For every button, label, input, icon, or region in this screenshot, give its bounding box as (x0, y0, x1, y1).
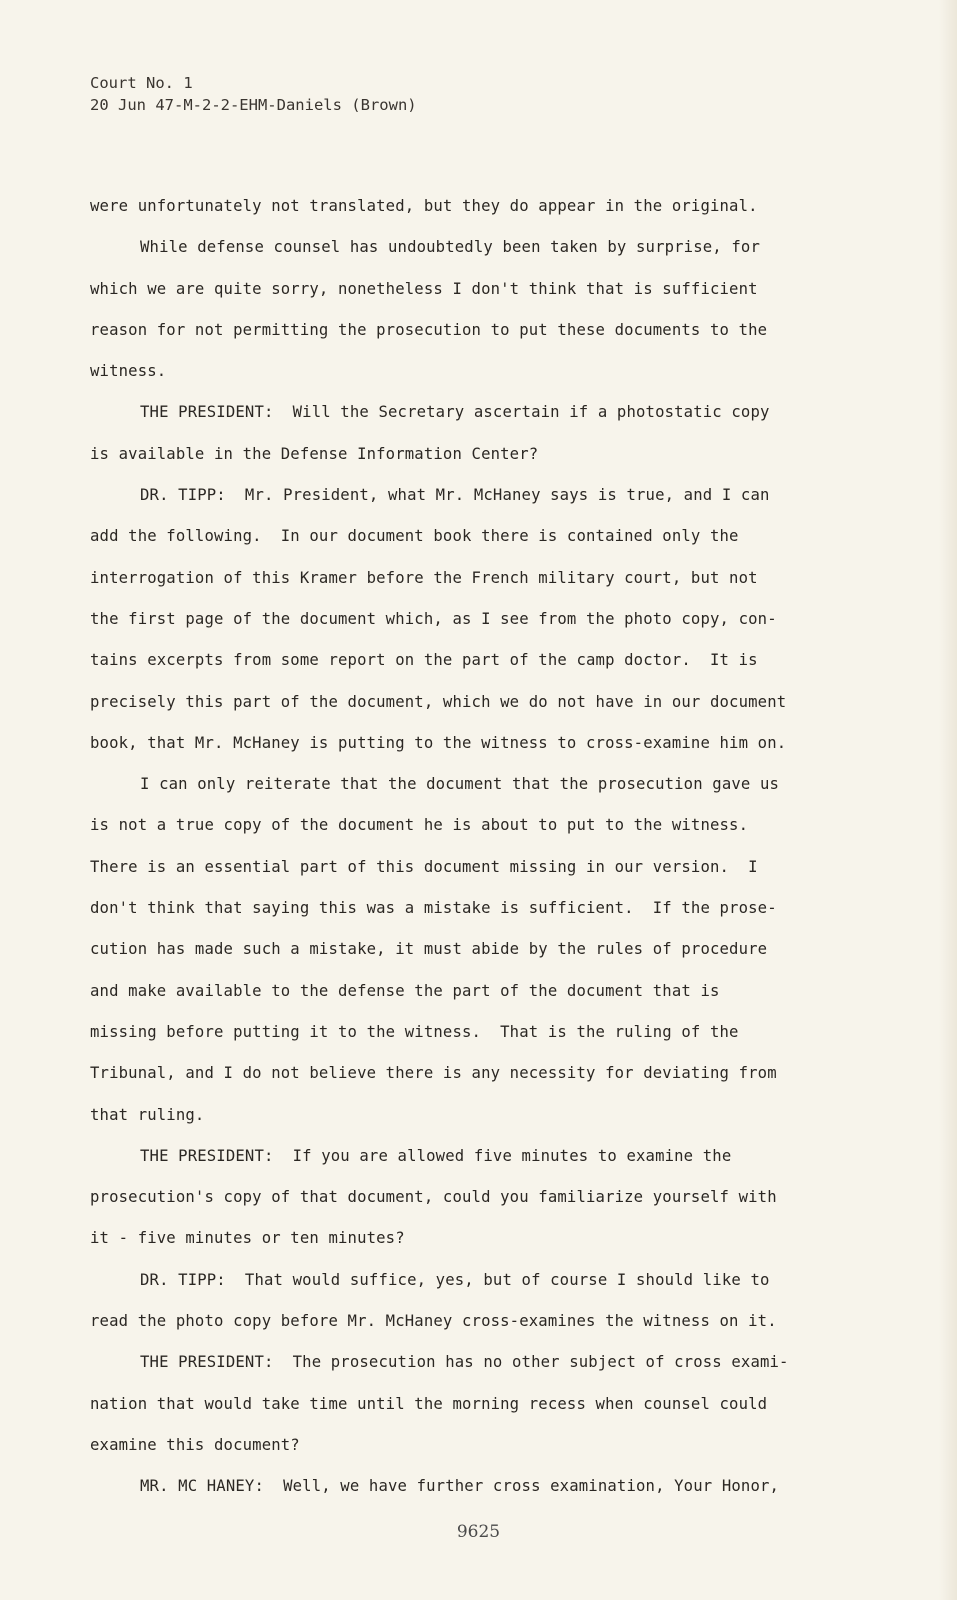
transcript-line: examine this document? (90, 1435, 300, 1454)
transcript-line: which we are quite sorry, nonetheless I don't think that is sufficient (90, 279, 758, 298)
transcript-line: add the following. In our document book there is contained only the (90, 527, 739, 546)
transcript-line: reason for not permitting the prosecution to put these documents to the (90, 320, 768, 339)
transcript-line: don't think that saying this was a mistake is sufficient. If the prose- (90, 899, 777, 918)
transcript-line: that ruling. (90, 1105, 205, 1124)
transcript-line: THE PRESIDENT: Will the Secretary ascertain if a photostatic copy (140, 403, 770, 422)
transcript-line: tains excerpts from some report on the part of the camp doctor. It is (90, 651, 758, 670)
transcript-line: is available in the Defense Information Center? (90, 444, 539, 463)
transcript-line: book, that Mr. McHaney is putting to the witness to cross-examine him on. (90, 733, 787, 752)
court-number: Court No. 1 (90, 74, 193, 92)
transcript-line: witness. (90, 362, 167, 381)
page-number: 9625 (456, 1522, 501, 1542)
transcript-line: nation that would take time until the morning recess when counsel could (90, 1394, 768, 1413)
transcript-line: read the photo copy before Mr. McHaney cross-examines the witness on it. (90, 1312, 777, 1331)
transcript-body (90, 196, 850, 1518)
transcript-line: There is an essential part of this document missing in our version. I (90, 857, 758, 876)
transcript-line: Tribunal, and I do not believe there is any necessity for deviating from (90, 1064, 777, 1083)
transcript-line: THE PRESIDENT: The prosecution has no other subject of cross exami- (140, 1353, 789, 1372)
transcript-line: THE PRESIDENT: If you are allowed five minutes to examine the (140, 1146, 732, 1165)
transcript-line: the first page of the document which, as I see from the photo copy, con- (90, 609, 777, 628)
transcript-line: were unfortunately not translated, but they do appear in the original. (90, 197, 758, 215)
page-edge-shadow (939, 0, 957, 1600)
transcript-line: interrogation of this Kramer before the French military court, but not (90, 568, 758, 587)
page-header (90, 72, 417, 116)
transcript-line: it - five minutes or ten minutes? (90, 1229, 405, 1248)
session-reference: 20 Jun 47-M-2-2-EHM-Daniels (Brown) (90, 96, 417, 114)
transcript-line: MR. MC HANEY: Well, we have further cross examination, Your Honor, (140, 1477, 780, 1496)
transcript-line: cution has made such a mistake, it must abide by the rules of procedure (90, 940, 768, 959)
transcript-line: prosecution's copy of that document, could you familiarize yourself with (90, 1188, 777, 1207)
transcript-line: missing before putting it to the witness. That is the ruling of the (90, 1022, 739, 1041)
transcript-line: DR. TIPP: Mr. President, what Mr. McHaney says is true, and I can (140, 486, 770, 505)
transcript-line: DR. TIPP: That would suffice, yes, but of course I should like to (140, 1270, 770, 1289)
transcript-line: and make available to the defense the part of the document that is (90, 981, 720, 1000)
transcript-line: precisely this part of the document, which we do not have in our document (90, 692, 787, 711)
transcript-line: I can only reiterate that the document that the prosecution gave us (140, 775, 780, 794)
transcript-line: While defense counsel has undoubtedly been taken by surprise, for (140, 238, 760, 257)
transcript-line: is not a true copy of the document he is about to put to the witness. (90, 816, 749, 835)
